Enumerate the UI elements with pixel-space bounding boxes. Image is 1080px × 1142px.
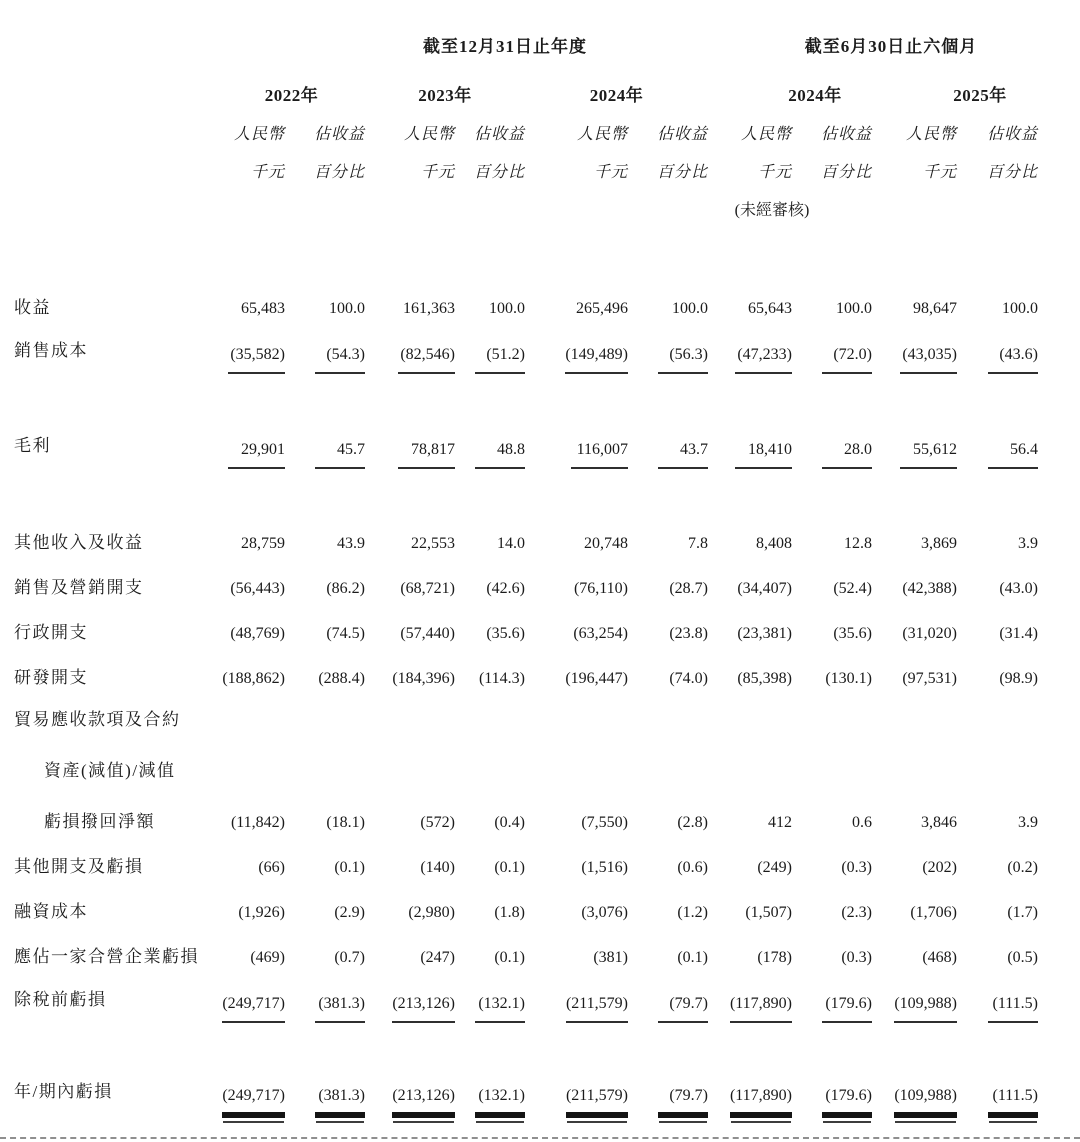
year-label-2024: 2024年 — [589, 86, 644, 105]
amount-value-cell: 65,483 — [241, 300, 285, 317]
amount-value-cell: (211,579) — [525, 995, 628, 1023]
percent-value-cell: 43.9 — [337, 535, 365, 552]
amount-value-cell: (572) — [420, 814, 455, 831]
amount-value-cell: (42,388) — [902, 580, 957, 597]
amount-value-cell: (63,254) — [573, 625, 628, 642]
percent-value-cell: (0.1) — [677, 949, 708, 966]
amount-value-cell: 3,869 — [921, 535, 957, 552]
amount-value-cell: 116,007 — [525, 441, 628, 469]
percent-value-cell: (0.5) — [1007, 949, 1038, 966]
amount-value-cell: (85,398) — [737, 670, 792, 687]
percent-value-cell: (288.4) — [318, 670, 365, 687]
amount-value-cell: (109,988) — [872, 1087, 957, 1118]
percent-value-cell: (86.2) — [326, 580, 365, 597]
percent-value-cell: (79.7) — [628, 995, 708, 1023]
amount-value-cell: (7,550) — [581, 814, 628, 831]
amount-value-cell: (247) — [420, 949, 455, 966]
amount-value-cell: (97,531) — [902, 670, 957, 687]
amount-value-cell: (211,579) — [525, 1087, 628, 1118]
amount-value-cell: 29,901 — [218, 441, 285, 469]
amount-value-cell: (1,926) — [238, 904, 285, 921]
row-label: 毛利 — [14, 436, 51, 455]
percent-value-cell: (381.3) — [285, 1087, 365, 1118]
percent-value-cell: (132.1) — [455, 1087, 525, 1118]
percent-value-cell: 100.0 — [1002, 300, 1038, 317]
amount-value-cell: (2,980) — [408, 904, 455, 921]
percent-value-cell: (2.3) — [841, 904, 872, 921]
percent-value-cell: 48.8 — [455, 441, 525, 469]
table-row — [14, 705, 1080, 843]
amount-value-cell: 412 — [768, 814, 792, 831]
amount-value-cell: (213,126) — [365, 1087, 455, 1118]
percent-value-cell: (0.1) — [494, 949, 525, 966]
amount-value-cell: (381) — [593, 949, 628, 966]
table-row — [14, 843, 1080, 888]
amount-value-cell: (3,076) — [581, 904, 628, 921]
percent-value-cell: (98.9) — [999, 670, 1038, 687]
amount-value-cell: 65,643 — [748, 300, 792, 317]
year-label-2025-interim: 2025年 — [953, 86, 1007, 105]
amount-value-cell: (249,717) — [218, 995, 285, 1023]
percent-value-cell: (2.9) — [334, 904, 365, 921]
row-label: 融資成本 — [14, 902, 88, 921]
percent-value-cell: (0.7) — [334, 949, 365, 966]
amount-value-cell: 265,496 — [576, 300, 628, 317]
row-label: 除稅前虧損 — [14, 990, 107, 1009]
row-label: 年/期內虧損 — [14, 1082, 113, 1101]
percent-value-cell: (114.3) — [478, 670, 525, 687]
amount-value-cell: (184,396) — [392, 670, 455, 687]
percent-value-cell: (0.4) — [494, 814, 525, 831]
percent-value-cell: 28.0 — [792, 441, 872, 469]
percent-value-cell: (18.1) — [326, 814, 365, 831]
percent-value-cell: (179.6) — [792, 1087, 872, 1118]
subheader-amount: 人民幣 千元 — [403, 126, 455, 181]
percent-value-cell: (79.7) — [628, 1087, 708, 1118]
percent-value-cell: 100.0 — [489, 300, 525, 317]
percent-value-cell: (1.8) — [494, 904, 525, 921]
percent-value-cell: 7.8 — [688, 535, 708, 552]
amount-value-cell: (1,706) — [910, 904, 957, 921]
amount-value-cell: (1,516) — [581, 859, 628, 876]
amount-value-cell: 20,748 — [584, 535, 628, 552]
subheader-amount: 人民幣 千元 — [576, 126, 628, 181]
subheader-row — [14, 116, 1080, 192]
percent-value-cell: 3.9 — [1018, 814, 1038, 831]
year-label-2022: 2022年 — [264, 86, 319, 105]
amount-value-cell: (66) — [258, 859, 285, 876]
percent-value-cell: (23.8) — [669, 625, 708, 642]
percent-value-cell: (0.1) — [494, 859, 525, 876]
amount-value-cell: (469) — [250, 949, 285, 966]
amount-value-cell: (196,447) — [565, 670, 628, 687]
table-row — [14, 564, 1080, 609]
amount-value-cell: (11,842) — [230, 814, 285, 831]
amount-value-cell: (48,769) — [230, 625, 285, 642]
table-row — [14, 654, 1080, 699]
percent-value-cell: 100.0 — [329, 300, 365, 317]
row-label: 行政開支 — [14, 623, 88, 642]
amount-value-cell: 98,647 — [913, 300, 957, 317]
percent-value-cell: (0.2) — [1007, 859, 1038, 876]
unaudited-note: (未經審核) — [734, 202, 810, 219]
percent-value-cell: (2.8) — [677, 814, 708, 831]
subheader-percent: 佔收益 百分比 — [986, 126, 1038, 181]
percent-value-cell: (179.6) — [792, 995, 872, 1023]
amount-value-cell: (35,582) — [218, 346, 285, 374]
amount-value-cell: (31,020) — [902, 625, 957, 642]
percent-value-cell: 100.0 — [672, 300, 708, 317]
table-row — [14, 424, 1080, 469]
period-header-annual: 截至12月31日止年度 — [423, 37, 587, 56]
percent-value-cell: (381.3) — [285, 995, 365, 1023]
percent-value-cell: 45.7 — [285, 441, 365, 469]
table-row — [14, 933, 1080, 978]
amount-value-cell: (117,890) — [708, 995, 792, 1023]
subheader-percent: 佔收益 百分比 — [656, 126, 708, 181]
amount-value-cell: (47,233) — [708, 346, 792, 374]
percent-value-cell: (1.7) — [1007, 904, 1038, 921]
table-row — [14, 888, 1080, 933]
amount-value-cell: 28,759 — [241, 535, 285, 552]
table-row — [14, 519, 1080, 564]
amount-value-cell: (202) — [922, 859, 957, 876]
percent-value-cell: (74.5) — [326, 625, 365, 642]
percent-value-cell: (51.2) — [455, 346, 525, 374]
percent-value-cell: 100.0 — [836, 300, 872, 317]
period-header-interim: 截至6月30日止六個月 — [804, 37, 978, 56]
amount-value-cell: (249) — [757, 859, 792, 876]
amount-value-cell: (76,110) — [573, 580, 628, 597]
row-label: 收益 — [14, 298, 51, 317]
percent-value-cell: (52.4) — [833, 580, 872, 597]
year-label-2024-interim: 2024年 — [788, 86, 842, 105]
percent-value-cell: 12.8 — [844, 535, 872, 552]
percent-value-cell: (0.3) — [841, 949, 872, 966]
note-row — [14, 194, 1080, 228]
percent-value-cell: 14.0 — [497, 535, 525, 552]
amount-value-cell: 22,553 — [411, 535, 455, 552]
header-spacer — [14, 217, 218, 228]
amount-value-cell: (178) — [757, 949, 792, 966]
row-label: 研發開支 — [14, 668, 88, 687]
row-label: 貿易應收款項及合約 資產(減值)/減值 虧損撥回淨額 — [14, 710, 181, 831]
header-spacer — [14, 95, 218, 106]
amount-value-cell: (82,546) — [365, 346, 455, 374]
percent-value-cell: (0.3) — [841, 859, 872, 876]
row-label: 應佔一家合營企業虧損 — [14, 947, 199, 966]
percent-value-cell: (111.5) — [957, 995, 1038, 1023]
percent-value-cell: (42.6) — [486, 580, 525, 597]
amount-value-cell: (249,717) — [218, 1087, 285, 1118]
amount-value-cell: (468) — [922, 949, 957, 966]
subheader-amount: 人民幣 千元 — [905, 126, 957, 181]
percent-value-cell: 43.7 — [628, 441, 708, 469]
table-row — [14, 1073, 1080, 1118]
subheader-amount: 人民幣 千元 — [740, 126, 792, 181]
year-header-row — [14, 81, 1080, 106]
amount-value-cell: (43,035) — [872, 346, 957, 374]
subheader-percent: 佔收益 百分比 — [820, 126, 872, 181]
percent-value-cell: 0.6 — [852, 814, 872, 831]
year-label-2023: 2023年 — [418, 86, 472, 105]
percent-value-cell: (72.0) — [792, 346, 872, 374]
amount-value-cell: (23,381) — [737, 625, 792, 642]
amount-value-cell: (140) — [420, 859, 455, 876]
percent-value-cell: (0.6) — [677, 859, 708, 876]
row-label: 其他收入及收益 — [14, 533, 144, 552]
table-row — [14, 609, 1080, 654]
amount-value-cell: (149,489) — [525, 346, 628, 374]
amount-value-cell: 78,817 — [365, 441, 455, 469]
amount-value-cell: 8,408 — [756, 535, 792, 552]
subheader-percent: 佔收益 百分比 — [473, 126, 525, 181]
percent-value-cell: (132.1) — [455, 995, 525, 1023]
table-row — [14, 978, 1080, 1023]
amount-value-cell: 55,612 — [872, 441, 957, 469]
amount-value-cell: (213,126) — [365, 995, 455, 1023]
amount-value-cell: 18,410 — [708, 441, 792, 469]
row-label: 銷售成本 — [14, 341, 88, 360]
bottom-dashed-rule — [0, 1137, 1080, 1139]
amount-value-cell: (109,988) — [872, 995, 957, 1023]
amount-value-cell: (56,443) — [230, 580, 285, 597]
subheader-percent: 佔收益 百分比 — [313, 126, 365, 181]
amount-value-cell: (68,721) — [400, 580, 455, 597]
table-row — [14, 329, 1080, 374]
percent-value-cell: (31.4) — [999, 625, 1038, 642]
percent-value-cell: (130.1) — [825, 670, 872, 687]
period-header-row — [14, 32, 1080, 57]
amount-value-cell: (57,440) — [400, 625, 455, 642]
percent-value-cell: (35.6) — [486, 625, 525, 642]
amount-value-cell: (34,407) — [737, 580, 792, 597]
percent-value-cell: (1.2) — [677, 904, 708, 921]
table-body — [14, 284, 1080, 1118]
amount-value-cell: (1,507) — [745, 904, 792, 921]
percent-value-cell: (74.0) — [669, 670, 708, 687]
row-label: 其他開支及虧損 — [14, 857, 144, 876]
percent-value-cell: (111.5) — [957, 1087, 1038, 1118]
percent-value-cell: (43.0) — [999, 580, 1038, 597]
percent-value-cell: (56.3) — [628, 346, 708, 374]
percent-value-cell: (35.6) — [833, 625, 872, 642]
amount-value-cell: (188,862) — [222, 670, 285, 687]
subheader-amount: 人民幣 千元 — [233, 126, 285, 181]
percent-value-cell: 56.4 — [957, 441, 1038, 469]
amount-value-cell: 161,363 — [403, 300, 455, 317]
percent-value-cell: 3.9 — [1018, 535, 1038, 552]
header-spacer — [14, 46, 218, 57]
amount-value-cell: 3,846 — [921, 814, 957, 831]
amount-value-cell: (117,890) — [708, 1087, 792, 1118]
table-row — [14, 284, 1080, 329]
percent-value-cell: (43.6) — [957, 346, 1038, 374]
percent-value-cell: (0.1) — [334, 859, 365, 876]
row-label: 銷售及營銷開支 — [14, 578, 144, 597]
percent-value-cell: (28.7) — [669, 580, 708, 597]
percent-value-cell: (54.3) — [285, 346, 365, 374]
